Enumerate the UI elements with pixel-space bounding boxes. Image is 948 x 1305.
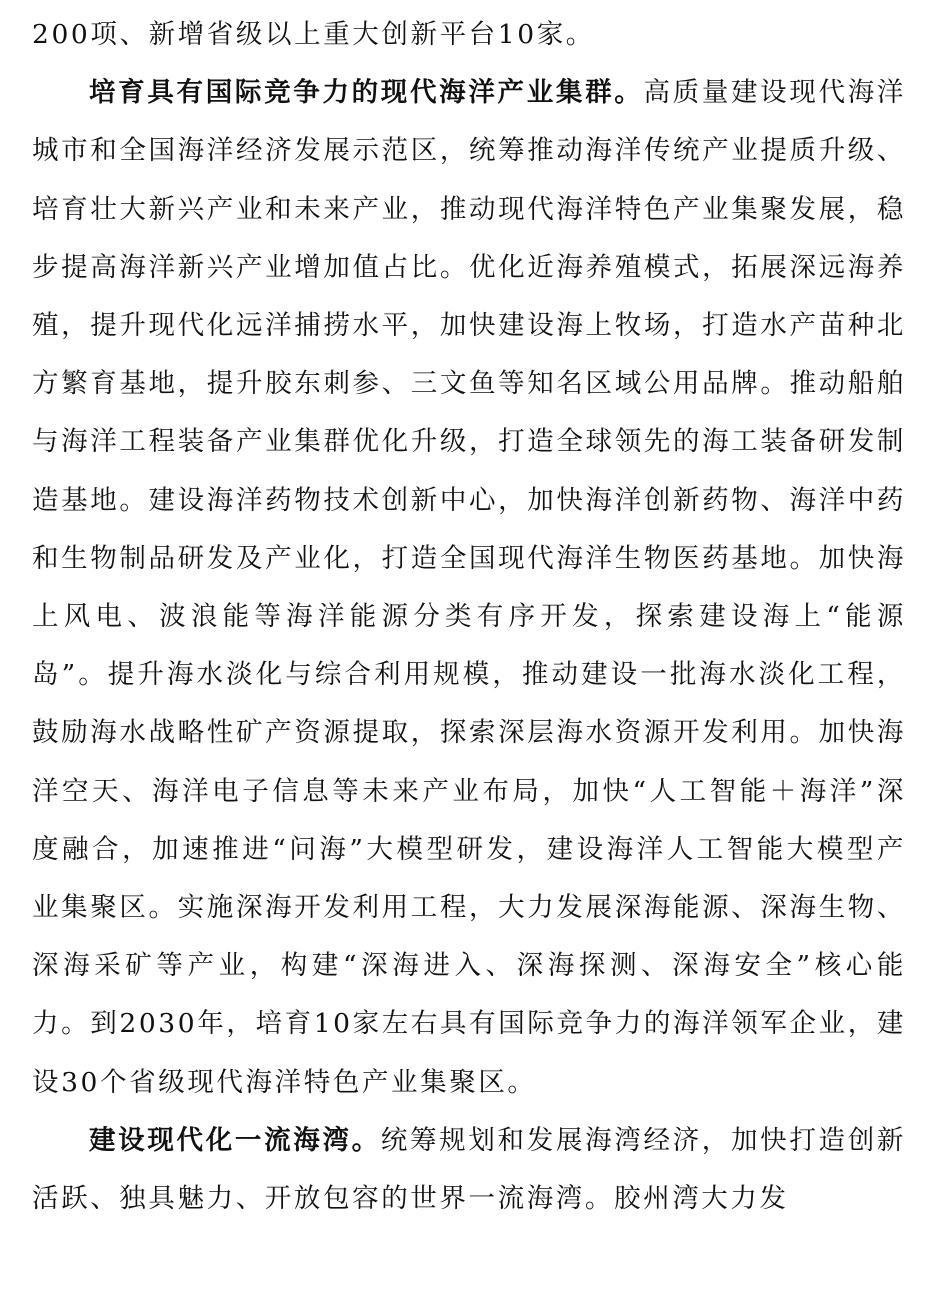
paragraph-1-body: 200项、新增省级以上重大创新平台10家。 [32, 19, 595, 50]
paragraph-2-body: 高质量建设现代海洋城市和全国海洋经济发展示范区，统筹推动海洋传统产业提质升级、培育壮大新兴产业和未来产业，推动现代海洋特色产业集聚发展，稳步提高海洋新兴产业增加值占比。优化近海养殖模式，拓展深远海养殖，提升现代化远洋捕捞水平，加快建设海上牧场，打造水产苗种北方繁育基地，提升胶东刺参、三文鱼等知名区域公用品牌。推动船舶与海洋工程装备产业集群优化升级，打造全球领先的海工装备研发制造基地。建设海洋药物技术创新中心，加快海洋创新药物、海洋中药和生物制品研发及产业化，打造全国现代海洋生物医药基地。加快海上风电、波浪能等海洋能源分类有序开发，探索建设海上“能源岛”。提升海水淡化与综合利用规模，推动建设一批海水淡化工程，鼓励海水战略性矿产资源提取，探索深层海水资源开发利用。加快海洋空天、海洋电子信息等未来产业布局，加快“人工智能＋海洋”深度融合，加速推进“问海”大模型研发，建设海洋人工智能大模型产业集聚区。实施深海开发利用工程，大力发展深海能源、深海生物、深海采矿等产业，构建“深海进入、深海探测、深海安全”核心能力。到2030年，培育10家左右具有国际竞争力的海洋领军企业，建设30个省级现代海洋特色产业集聚区。 [32, 77, 907, 1098]
paragraph-marine-industry-cluster [32, 64, 906, 1112]
paragraph-1 [32, 6, 906, 64]
paragraph-3-heading: 建设现代化一流海湾。 [89, 1124, 381, 1156]
paragraph-modern-bay [32, 1112, 906, 1228]
document-page [32, 6, 906, 1228]
paragraph-3-body: 统筹规划和发展海湾经济，加快打造创新活跃、独具魅力、开放包容的世界一流海湾。胶州湾大力发 [32, 1124, 906, 1215]
paragraph-2-heading: 培育具有国际竞争力的现代海洋产业集群。 [89, 77, 644, 109]
